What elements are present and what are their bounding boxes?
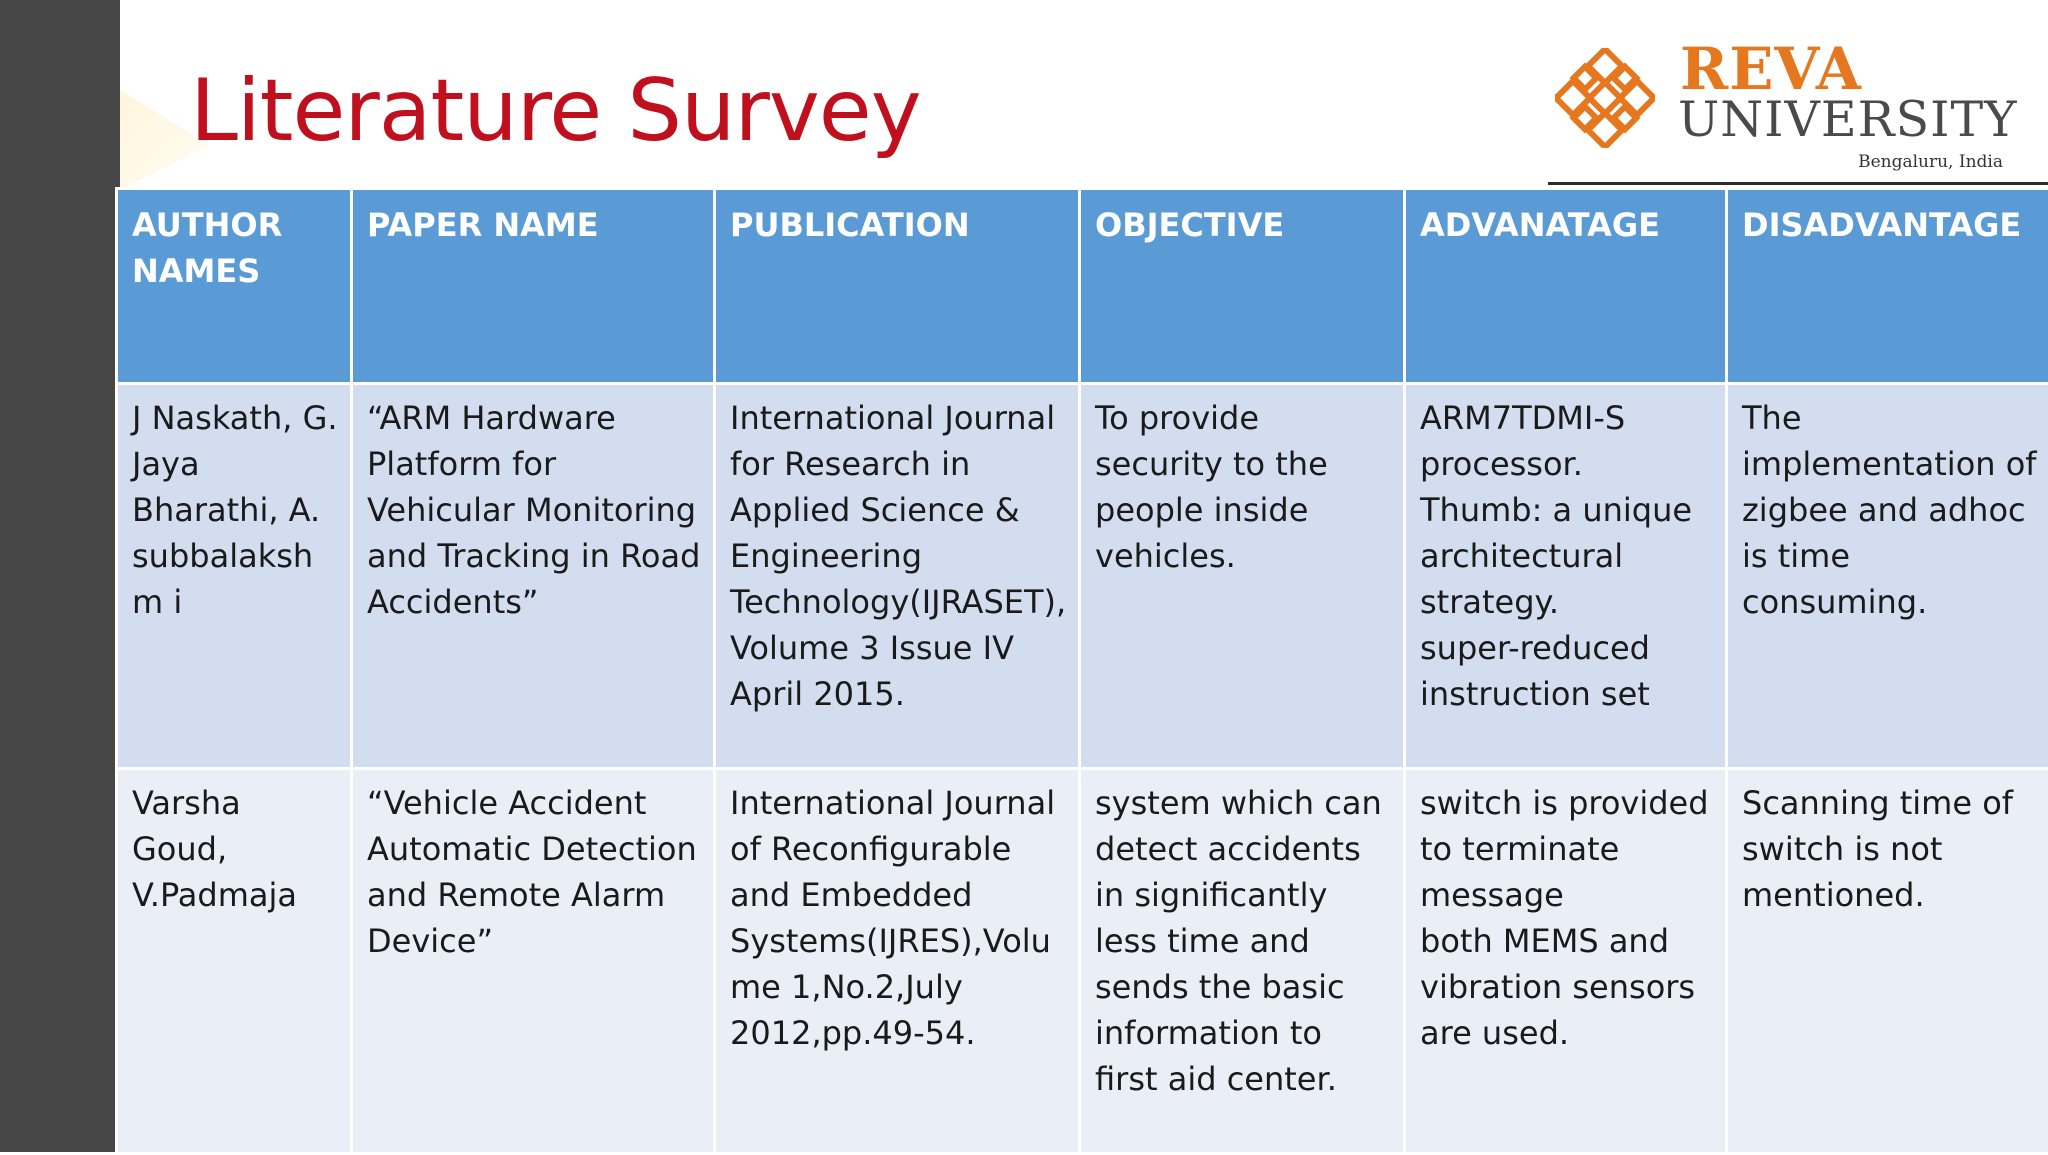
cell-advantage <box>1405 769 1727 1154</box>
slide-title: Literature Survey <box>190 60 921 163</box>
cell-paper-name <box>352 384 715 769</box>
header-disadvantage: DISADVANTAGE <box>1727 189 2048 384</box>
cell-text: To provide security to the people inside vehicles. <box>1095 395 1393 579</box>
header-advantage: ADVANATAGE <box>1405 189 1727 384</box>
cell-objective <box>1080 384 1405 769</box>
cell-text: International Journal of Reconfigurable and Embedded Systems(IJRES),Volu me 1,No.2,July 2012,pp.49-54. <box>730 780 1068 1056</box>
slide-sidebar <box>0 0 120 1152</box>
header-objective: OBJECTIVE <box>1080 189 1405 384</box>
knot-logo-icon <box>1555 48 1655 148</box>
cell-text: “ARM Hardware Platform for Vehicular Monitoring and Tracking in Road Accidents” <box>367 395 703 625</box>
cell-text: switch is provided to terminate message both MEMS and vibration sensors are used. <box>1420 780 1715 1056</box>
cell-publication <box>715 384 1080 769</box>
cell-author-names <box>117 769 352 1154</box>
cell-text: Varsha Goud, V.Padmaja <box>132 780 340 918</box>
header-publication: PUBLICATION <box>715 189 1080 384</box>
cell-text: ARM7TDMI-S processor. Thumb: a unique architectural strategy. super-reduced instruction set <box>1420 395 1715 717</box>
table-header-row <box>117 189 2048 384</box>
university-logo <box>1555 40 2025 180</box>
logo-subtitle-text: UNIVERSITY <box>1678 95 2018 144</box>
cell-advantage <box>1405 384 1727 769</box>
logo-brand-text: REVA <box>1680 40 1862 98</box>
header-paper-name: PAPER NAME <box>352 189 715 384</box>
table-row <box>117 769 2048 1154</box>
cell-text: system which can detect accidents in significantly less time and sends the basic information to first aid center. <box>1095 780 1393 1102</box>
table-row <box>117 384 2048 769</box>
cell-disadvantage <box>1727 384 2048 769</box>
literature-survey-table <box>115 187 2048 1155</box>
header-author-names: AUTHOR NAMES <box>117 189 352 384</box>
logo-location-text: Bengaluru, India <box>1858 152 2003 172</box>
cell-paper-name <box>352 769 715 1154</box>
cell-text: “Vehicle Accident Automatic Detection and Remote Alarm Device” <box>367 780 703 964</box>
cell-text: Scanning time of switch is not mentioned. <box>1742 780 2038 918</box>
cell-text: International Journal for Research in Applied Science & Engineering Technology(IJRASET), Volume 3 Issue IV April 2015. <box>730 395 1068 717</box>
logo-divider <box>1548 182 2048 185</box>
cell-disadvantage <box>1727 769 2048 1154</box>
cell-text: The implementation of zigbee and adhoc is time consuming. <box>1742 395 2038 625</box>
cell-objective <box>1080 769 1405 1154</box>
cell-text: J Naskath, G. Jaya Bharathi, A. subbalakshm i <box>132 395 340 625</box>
cell-publication <box>715 769 1080 1154</box>
cell-author-names <box>117 384 352 769</box>
